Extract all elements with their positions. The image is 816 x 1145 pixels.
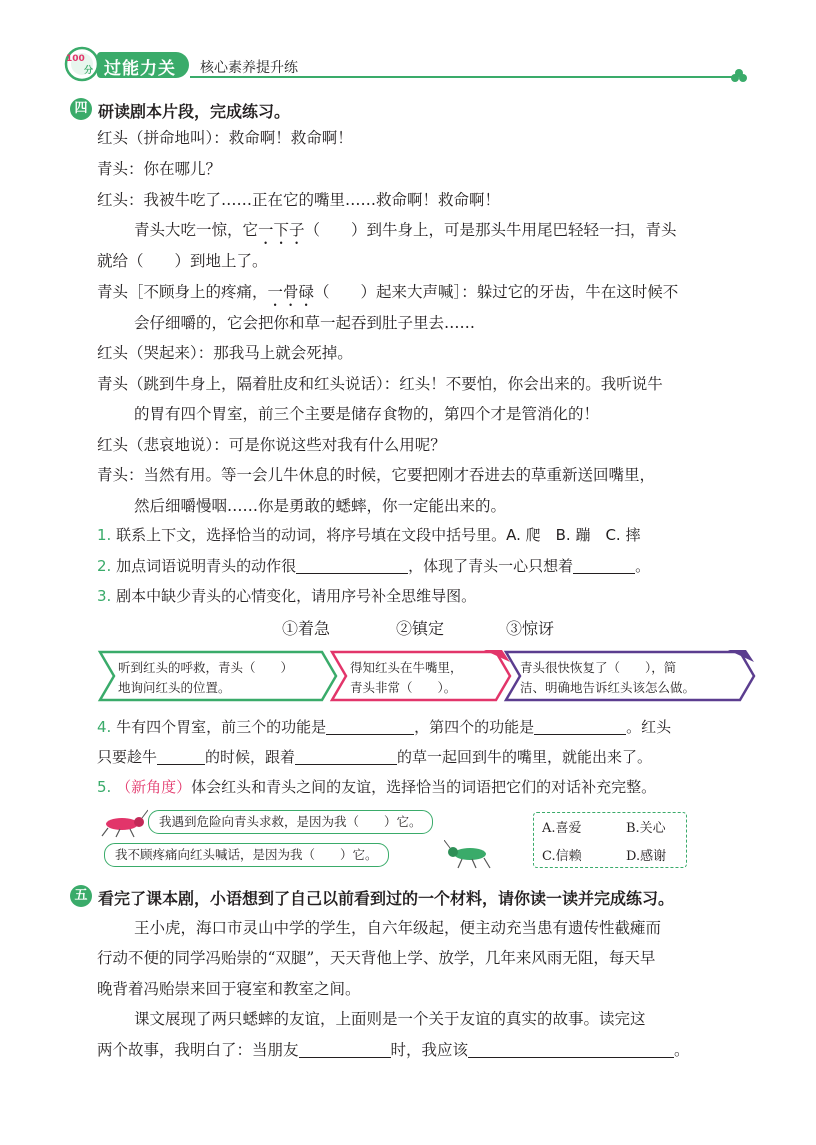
script-line-6-b: （ ）起来大声喊］：躲过它的牙齿，牛在这时候不 xyxy=(314,283,679,301)
material-line-1: 王小虎，海口市灵山中学的学生，自六年级起，便主动充当患有遗传性截瘫而 xyxy=(134,919,662,937)
arrow-1-line-1: 听到红头的呼救，青头（ ） xyxy=(118,660,294,675)
arrow-3-line-1: 青头很快恢复了（ ），简 xyxy=(520,660,677,675)
script-line-3: 红头：我被牛吃了……正在它的嘴里……救命啊！救命啊！ xyxy=(97,191,501,209)
question-1-text: 联系上下文，选择恰当的动词，将序号填在文段中括号里。A. 爬 B. 蹦 C. 摔 xyxy=(116,526,641,544)
script-line-11: 红头（悲哀地说）：可是你说这些对我有什么用呢？ xyxy=(97,436,446,454)
material-line-5 xyxy=(97,1039,690,1061)
script-line-4 xyxy=(134,219,677,248)
script-line-12: 青头：当然有用。等一会儿牛休息的时候，它要把刚才吞进去的草重新送回嘴里， xyxy=(97,466,656,484)
header-bar xyxy=(0,0,816,90)
script-line-2: 青头：你在哪儿？ xyxy=(97,160,222,178)
script-line-5: 就给（ ）到地上了。 xyxy=(97,252,268,270)
question-1 xyxy=(97,524,640,546)
word-option-d: D.感谢 xyxy=(626,849,667,864)
script-line-4-a: 青头大吃一惊，它 xyxy=(134,221,259,239)
option-3: ③惊讶 xyxy=(506,619,555,638)
new-angle-tag: （新角度） xyxy=(116,778,192,796)
material-line-3: 晚背着冯贻崇来回于寝室和教室之间。 xyxy=(97,980,361,998)
arrow-1-line-2: 地询问红头的位置。 xyxy=(118,680,231,695)
question-5-text: 体会红头和青头之间的友谊，选择恰当的词语把它们的对话补充完整。 xyxy=(191,778,657,796)
material-line-4: 课文展现了两只蟋蟀的友谊，上面则是一个关于友谊的真实的故事。读完这 xyxy=(134,1010,646,1028)
emphasis-word-yixiazi: 一下子 xyxy=(258,221,305,239)
section-5-badge: 五 xyxy=(70,885,92,907)
question-4-number: 4. xyxy=(97,718,112,736)
material-line-5-c: 。 xyxy=(674,1041,690,1059)
script-line-10: 的胃有四个胃室，前三个主要是储存食物的，第四个才是管消化的！ xyxy=(134,405,600,423)
question-4-text-b: ，第四个的功能是 xyxy=(414,718,535,736)
answer-blank[interactable] xyxy=(296,557,408,574)
option-1: ①着急 xyxy=(282,619,331,638)
question-4-text-a: 牛有四个胃室，前三个的功能是 xyxy=(116,718,327,736)
question-3-text: 剧本中缺少青头的心情变化，请用序号补全思维导图。 xyxy=(116,587,477,605)
question-5-number: 5. xyxy=(97,778,112,796)
script-line-6 xyxy=(97,281,678,310)
word-option-a: A.喜爱 xyxy=(542,821,582,836)
script-line-9: 青头（跳到牛身上，隔着肚皮和红头说话）：红头！不要怕，你会出来的。我听说牛 xyxy=(97,375,663,393)
question-5 xyxy=(97,776,656,798)
material-line-5-b: 时，我应该 xyxy=(390,1041,469,1059)
answer-blank[interactable] xyxy=(299,1041,391,1058)
material-line-5-a: 两个故事，我明白了：当朋友 xyxy=(97,1041,299,1059)
red-cricket-icon xyxy=(98,808,148,838)
header-rule xyxy=(190,76,736,78)
header-subtitle: 核心素养提升练 xyxy=(200,60,298,76)
question-4-text-d: 只要趁牛 xyxy=(97,748,158,766)
word-option-c: C.信赖 xyxy=(542,849,582,864)
score-badge-icon xyxy=(62,44,102,84)
emphasis-word-yigulu: 一骨碌 xyxy=(267,283,315,301)
script-line-6-a: 青头［不顾身上的疼痛， xyxy=(97,283,268,301)
red-head-bubble: 我遇到危险向青头求救，是因为我（ ）它。 xyxy=(148,810,433,834)
option-2: ②镇定 xyxy=(396,619,445,638)
section-4-badge: 四 xyxy=(70,98,92,120)
answer-blank[interactable] xyxy=(157,748,205,765)
question-2-number: 2. xyxy=(97,557,112,575)
answer-blank[interactable] xyxy=(326,718,414,735)
answer-blank[interactable] xyxy=(534,718,626,735)
question-2-text-c: 。 xyxy=(635,557,651,575)
question-3-number: 3. xyxy=(97,587,112,605)
word-option-b: B.关心 xyxy=(626,821,666,836)
material-line-2: 行动不便的同学冯贻崇的“双腿”，天天背他上学、放学，几年来风雨无阻，每天早 xyxy=(97,949,656,967)
arrow-2-line-2: 青头非常（ ）。 xyxy=(350,680,457,695)
script-line-4-b: （ ）到牛身上，可是那头牛用尾巴轻轻一扫，青头 xyxy=(304,221,677,239)
clover-icon xyxy=(730,68,748,86)
script-line-8: 红头（哭起来）：那我马上就会死掉。 xyxy=(97,344,353,362)
script-line-7: 会仔细嚼的，它会把你和草一起吞到肚子里去…… xyxy=(134,314,476,332)
score-badge-unit: 分 xyxy=(84,66,94,76)
green-head-bubble: 我不顾疼痛向红头喊话，是因为我（ ）它。 xyxy=(104,843,389,867)
score-badge-number: 100 xyxy=(66,54,85,64)
question-4-line-1 xyxy=(97,716,671,738)
arrow-2-line-1: 得知红头在牛嘴里， xyxy=(350,660,463,675)
answer-blank[interactable] xyxy=(468,1041,674,1058)
green-cricket-icon xyxy=(444,840,494,870)
question-3 xyxy=(97,585,476,607)
section-5-title: 看完了课本剧，小语想到了自己以前看到过的一个材料，请你读一读并完成练习。 xyxy=(98,889,675,908)
arrow-3-line-2: 洁、明确地告诉红头该怎么做。 xyxy=(520,680,696,695)
question-4-line-2 xyxy=(97,746,652,768)
question-1-number: 1. xyxy=(97,526,112,544)
question-4-text-f: 的草一起回到牛的嘴里，就能出来了。 xyxy=(397,748,653,766)
question-2-text-a: 加点词语说明青头的动作很 xyxy=(116,557,297,575)
answer-blank[interactable] xyxy=(573,557,635,574)
question-2 xyxy=(97,555,650,577)
question-4-text-e: 的时候，跟着 xyxy=(205,748,296,766)
question-4-text-c: 。红头 xyxy=(626,718,672,736)
answer-blank[interactable] xyxy=(295,748,397,765)
header-title: 过能力关 xyxy=(104,59,176,79)
section-4-title: 研读剧本片段，完成练习。 xyxy=(98,102,291,121)
script-line-13: 然后细嚼慢咽……你是勇敢的蟋蟀，你一定能出来的。 xyxy=(134,497,507,515)
question-2-text-b: ，体现了青头一心只想着 xyxy=(408,557,574,575)
script-line-1: 红头（拼命地叫）：救命啊！救命啊！ xyxy=(97,129,353,147)
